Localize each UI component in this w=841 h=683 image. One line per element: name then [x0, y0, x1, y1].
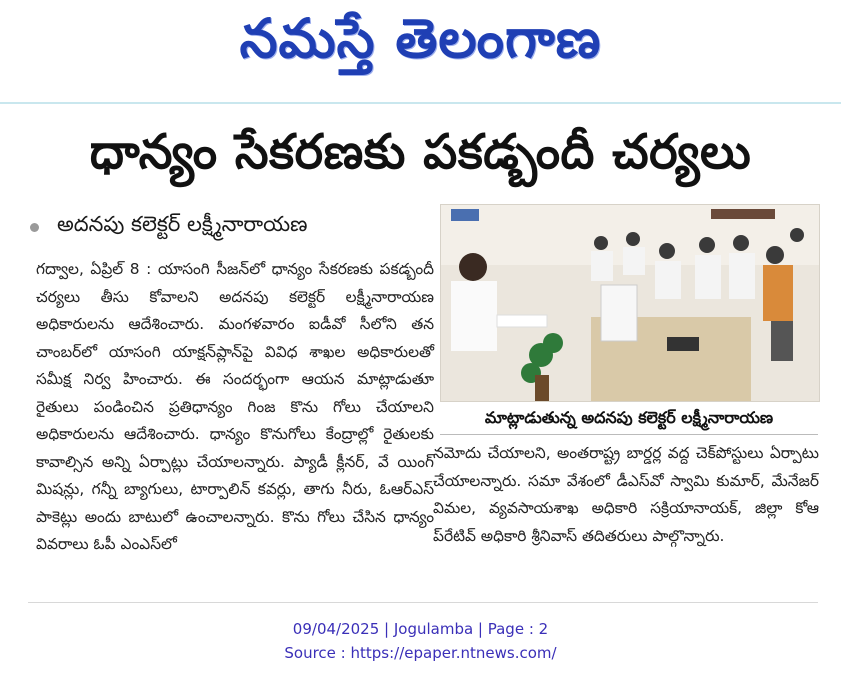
footer-divider	[28, 602, 818, 603]
article-photo	[440, 204, 820, 402]
masthead	[0, 0, 841, 90]
byline	[30, 210, 430, 244]
article-body-left	[36, 256, 434, 559]
photo-caption	[440, 404, 818, 435]
headline	[0, 112, 841, 204]
article-body-right	[433, 440, 819, 550]
byline-text: అదనపు కలెక్టర్ లక్ష్మీనారాయణ	[57, 212, 308, 236]
bullet-icon	[30, 223, 39, 232]
edition-info: 09/04/2025 | Jogulamba | Page : 2	[292, 620, 549, 638]
body-paragraph: గద్వాల, ఏప్రిల్ 8 : యాసంగి సీజన్‌లో ధాన్యం సేకరణకు పకడ్బందీ చర్యలు తీసు కోవాలని అదనపు కలెక్టర్ లక్ష్మీనారాయణ అధికారులను ఆదేశించారు. మంగళవారం ఐడీవో సీలోని తన చాంబర్‌లో యాసంగి యాక్షన్‌ప్లాన్‌పై వివిధ శాఖల అధికారులతో సమీక్ష నిర్వ హించారు. ఈ సందర్భంగా ఆయన మాట్లాడుతూ రైతులు పండించిన ప్రతిధాన్యం గింజ కొను గోలు చేయాలని అధికారులను ఆదేశించారు. ధాన్యం కొనుగోలు కేంద్రాల్లో రైతులకు కావాల్సిన అన్ని ఏర్పాట్లు చేయాలన్నారు. ప్యాడీ క్లీనర్, వే యింగ్ మిషన్లు, గన్నీ బ్యాగులు, టార్పాలిన్ కవర్లు, తాగు నీరు, ఓఆర్ఎస్ పాకెట్లు అందు బాటులో ఉంచాలన్నారు. కొను గోలు చేసిన ధాన్యం వివరాలు ఓపీ ఎంఎస్‌లో	[36, 260, 434, 553]
source-link[interactable]: Source : https://epaper.ntnews.com/	[284, 644, 557, 662]
divider	[0, 102, 841, 104]
newspaper-logo: నమస్తే తెలంగాణ	[239, 6, 602, 70]
body-paragraph: నమోదు చేయాలని, అంతరాష్ట్ర బార్డర్ల వద్ద చెక్‌పోస్టులు ఏర్పాటు చేయాలన్నారు. సమా వేశంలో డీఎస్‌వో స్వామి కుమార్, మేనేజర్ విమల, వ్యవసాయశాఖ అధికారి సక్రియానాయక్, జిల్లా కోఆ ప్‌రేటివ్ అధికారి శ్రీనివాస్ తదితరులు పాల్గొన్నారు.	[433, 444, 819, 545]
photo-caption-text: మాట్లాడుతున్న అదనపు కలెక్టర్ లక్ష్మీనారాయణ	[484, 407, 774, 427]
headline-text: ధాన్యం సేకరణకు పకడ్బందీ చర్యలు	[89, 124, 752, 180]
